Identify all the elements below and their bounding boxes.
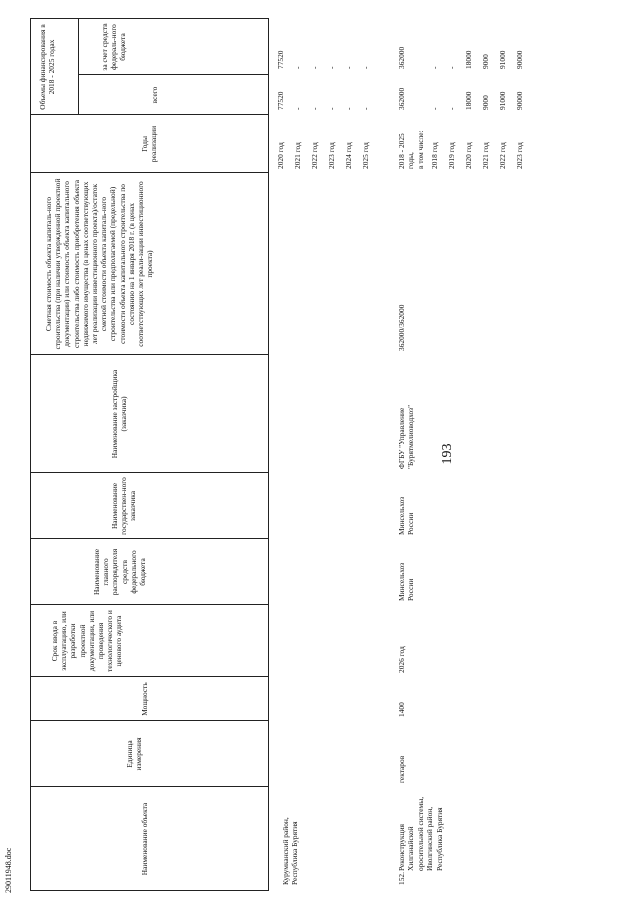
header-financing: Объемы финансирования в 2018 - 2025 годах: [38, 24, 57, 110]
header-years: Годы реализации: [140, 125, 159, 163]
header-developer: Наименование застройщика (заказчика): [110, 369, 129, 459]
row-152-developer: ФГБУ "Управление "Бурятмелиоводхоз": [397, 404, 416, 469]
year-label: 2022 год: [310, 142, 319, 169]
header-unit: Единица измерения: [125, 737, 144, 771]
year-label: 2023 год: [327, 142, 336, 169]
year-label: 2021 год: [293, 142, 302, 169]
col-sep-4: [30, 604, 268, 605]
col-sep-5: [30, 538, 268, 539]
header-object-name: Наименование объекта: [140, 802, 149, 876]
year-label: 2020 год: [276, 142, 285, 169]
total-value: 18000: [464, 91, 473, 110]
col-sep-2: [30, 720, 268, 721]
federal-value: 90000: [515, 50, 524, 69]
row-152-period: 2018 - 2025 годы,: [397, 133, 416, 169]
year-label: 2020 год: [464, 142, 473, 169]
row-152-period-total: 362000: [397, 87, 406, 110]
federal-value: 77520: [276, 50, 285, 69]
table-left-border: [30, 890, 268, 891]
col-sep-7: [30, 354, 268, 355]
row-152-years: [426, 142, 528, 169]
header-financing-federal: за счет средств федераль-ного бюджета: [100, 23, 128, 71]
financing-subcol-sep: [78, 74, 268, 75]
footer-file-code: 29011948.doc: [4, 847, 13, 893]
header-commissioning: Срок ввода в эксплуатацию, или разработки проектной документации, или проведения технологического и ценового аудита: [50, 610, 124, 672]
federal-value: -: [430, 66, 439, 69]
row-152-state-customer: Минсельхоз России: [397, 496, 416, 535]
row-152-object-name: Реконструкция Хилганайской оросительной системы, Иволгинский район, Республика Бурятия: [397, 796, 444, 871]
header-capacity: Мощность: [140, 682, 149, 716]
row-152-main-manager: Минсельхоз России: [397, 562, 416, 601]
continuation-federal: [272, 51, 374, 69]
row-152-in-total-label: в том числе:: [416, 130, 425, 169]
row-152-capacity: 1400: [397, 702, 406, 717]
total-value: -: [430, 107, 439, 110]
year-label: 2018 год: [430, 142, 439, 169]
year-label: 2019 год: [447, 142, 456, 169]
total-value: -: [327, 107, 336, 110]
continuation-years: [272, 142, 374, 169]
header-main-manager: Наименование главного распорядителя средств федерального бюджета: [92, 548, 148, 596]
header-estimated-cost: Сметная стоимость объекта капиталь-ного строительства (при наличии утвержденной проектной документации) или стоимость объекта капитального строительства либо стоимость приобретения объекта недвижимого имущества (в ценах соответствующих лет реализации инвестиционного проекта)/остаток сметной стоимости объекта капиталь-ного строительства или предполагаемой (предельной) стоимости объекта капитального строительства по состоянию на 1 января 2018 г. (в ценах соответствующих лет реали-зации инвестиционного проекта): [44, 178, 155, 350]
total-value: 90000: [515, 91, 524, 110]
federal-value: -: [447, 66, 456, 69]
federal-value: -: [361, 66, 370, 69]
row-152-total: [426, 92, 528, 110]
total-value: 91000: [498, 91, 507, 110]
total-value: 77520: [276, 91, 285, 110]
financing-subheader-line: [78, 19, 79, 115]
total-value: -: [293, 107, 302, 110]
federal-value: -: [293, 66, 302, 69]
federal-value: -: [327, 66, 336, 69]
col-sep-1: [30, 786, 268, 787]
total-value: -: [344, 107, 353, 110]
federal-value: -: [344, 66, 353, 69]
total-value: 9000: [481, 95, 490, 110]
row-152-period-federal: 362000: [397, 46, 406, 69]
total-value: -: [447, 107, 456, 110]
row-152-commissioning: 2026 год: [397, 646, 406, 673]
col-sep-3: [30, 676, 268, 677]
header-bottom-border: [268, 18, 269, 891]
row-152-unit: гектаров: [397, 755, 406, 783]
table-right-border: [30, 18, 268, 19]
year-label: 2025 год: [361, 142, 370, 169]
total-value: -: [361, 107, 370, 110]
header-financing-total: всего: [150, 86, 159, 104]
col-sep-9: [30, 114, 268, 115]
year-label: 2023 год: [515, 142, 524, 169]
table-top-border: [30, 18, 31, 891]
year-label: 2024 год: [344, 142, 353, 169]
page-number: 193: [440, 443, 455, 465]
continuation-object-name: Курумканский район, Республика Бурятия: [281, 817, 300, 885]
year-label: 2021 год: [481, 142, 490, 169]
federal-value: 9000: [481, 54, 490, 69]
federal-value: 18000: [464, 50, 473, 69]
row-152-number: 152.: [397, 872, 406, 885]
continuation-total: [272, 92, 374, 110]
col-sep-6: [30, 472, 268, 473]
federal-value: 91000: [498, 50, 507, 69]
row-152-estimated-cost: 362000/362000: [397, 304, 406, 351]
row-152-federal: [426, 51, 528, 69]
total-value: -: [310, 107, 319, 110]
federal-value: -: [310, 66, 319, 69]
year-label: 2022 год: [498, 142, 507, 169]
col-sep-8: [30, 172, 268, 173]
header-state-customer: Наименование государствен-ного заказчика: [110, 477, 138, 535]
